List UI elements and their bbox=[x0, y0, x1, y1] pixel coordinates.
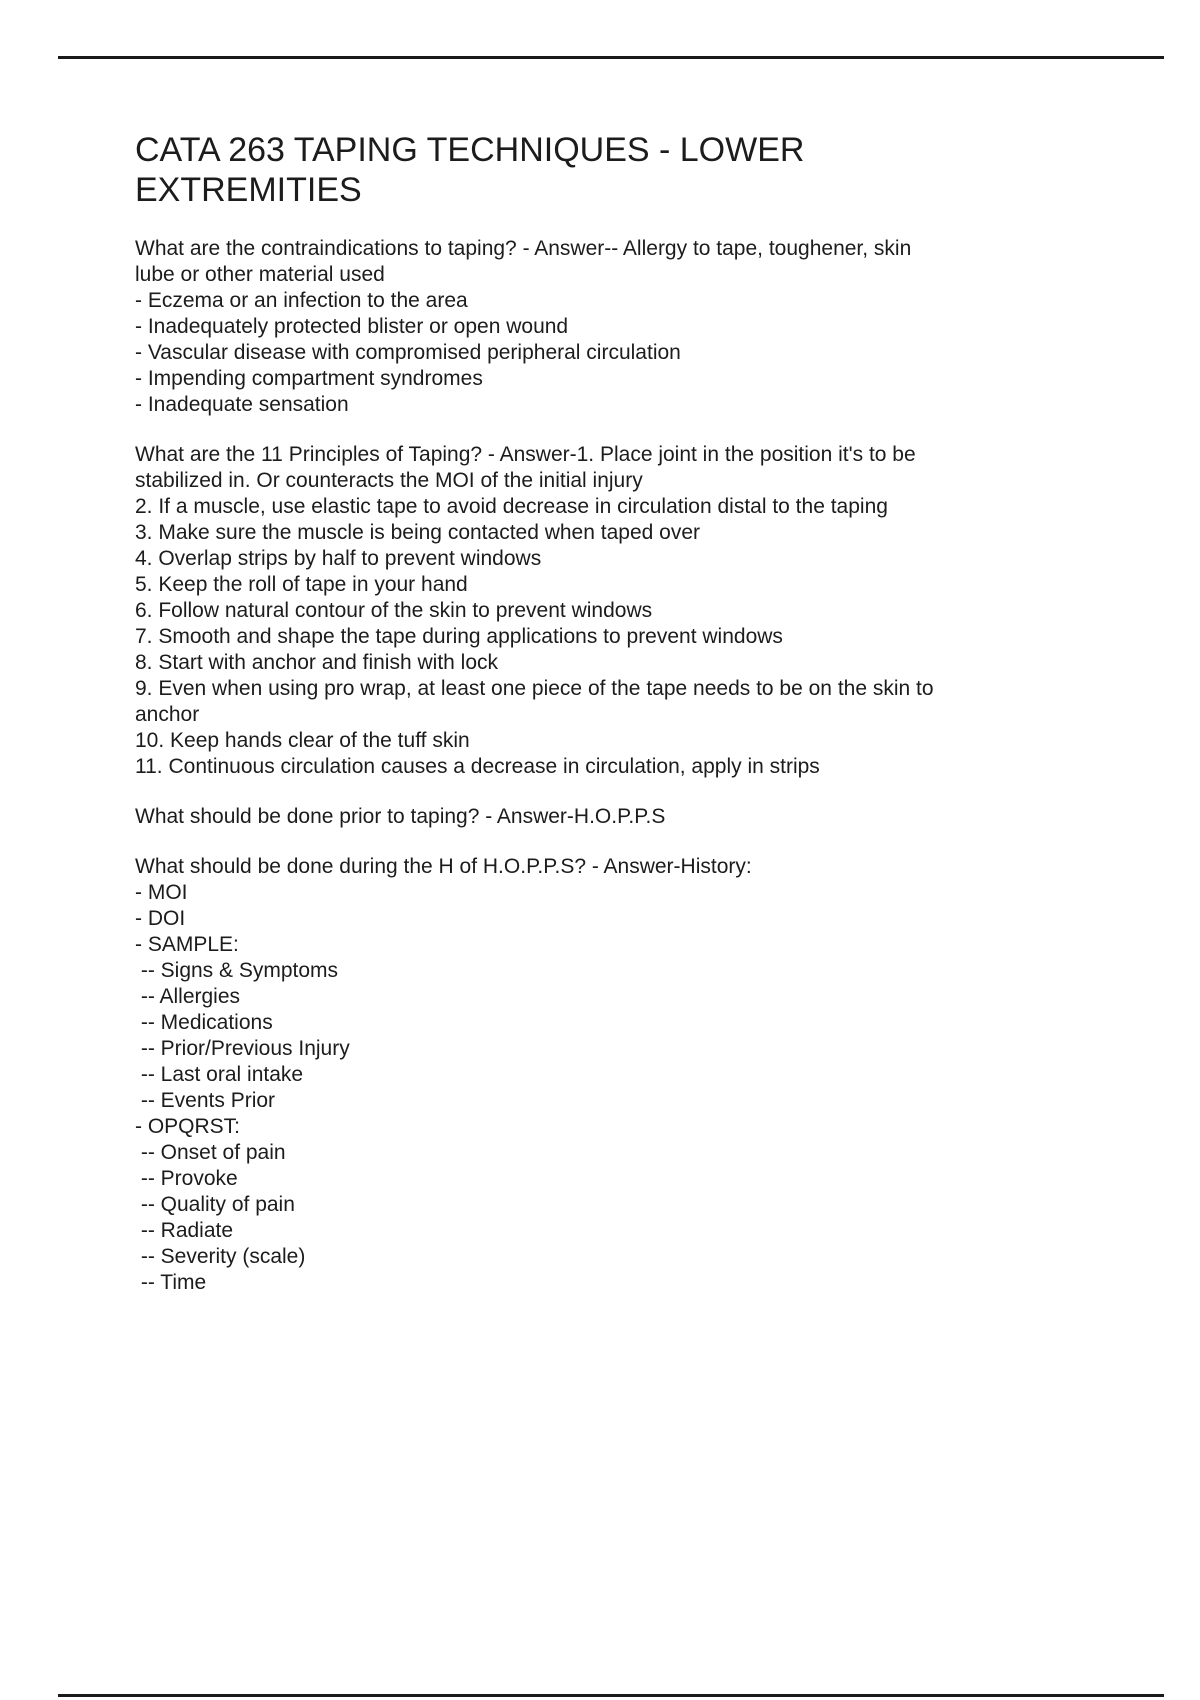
text-line: -- Events Prior bbox=[135, 1089, 276, 1112]
text-line: lube or other material used bbox=[135, 263, 385, 286]
text-line: - Inadequate sensation bbox=[135, 393, 349, 416]
text-line: What should be done during the H of H.O.P.P.S? - Answer-History: bbox=[135, 855, 752, 878]
text-line: - OPQRST: bbox=[135, 1115, 241, 1138]
text-line: -- Prior/Previous Injury bbox=[135, 1037, 350, 1060]
text-line: anchor bbox=[135, 703, 200, 726]
page-title: CATA 263 TAPING TECHNIQUES - LOWER EXTREMITIES bbox=[135, 131, 805, 209]
text-line: - Inadequately protected blister or open wound bbox=[135, 315, 569, 338]
bottom-border-rule bbox=[58, 1694, 1164, 1697]
paragraph bbox=[135, 804, 1155, 830]
text-line: - DOI bbox=[135, 907, 186, 930]
text-line: 9. Even when using pro wrap, at least one piece of the tape needs to be on the skin to bbox=[135, 677, 934, 700]
text-line: -- Quality of pain bbox=[135, 1193, 295, 1216]
paragraph bbox=[135, 442, 1155, 780]
text-line: 6. Follow natural contour of the skin to prevent windows bbox=[135, 599, 653, 622]
text-line: What are the 11 Principles of Taping? - Answer-1. Place joint in the position it's to be bbox=[135, 443, 916, 466]
text-line: -- Signs & Symptoms bbox=[135, 959, 339, 982]
text-line: 4. Overlap strips by half to prevent windows bbox=[135, 547, 542, 570]
text-line: What should be done prior to taping? - Answer-H.O.P.P.S bbox=[135, 805, 666, 828]
text-line: -- Radiate bbox=[135, 1219, 234, 1242]
text-line: - MOI bbox=[135, 881, 188, 904]
paragraph bbox=[135, 236, 1155, 418]
text-line: - SAMPLE: bbox=[135, 933, 239, 956]
text-line: - Vascular disease with compromised peripheral circulation bbox=[135, 341, 681, 364]
text-line: 5. Keep the roll of tape in your hand bbox=[135, 573, 468, 596]
text-line: -- Onset of pain bbox=[135, 1141, 286, 1164]
text-line: -- Provoke bbox=[135, 1167, 238, 1190]
text-line: 3. Make sure the muscle is being contacted when taped over bbox=[135, 521, 700, 544]
text-line: What are the contraindications to taping? - Answer-- Allergy to tape, toughener, skin bbox=[135, 237, 912, 260]
text-line: 2. If a muscle, use elastic tape to avoid decrease in circulation distal to the taping bbox=[135, 495, 888, 518]
text-line: stabilized in. Or counteracts the MOI of the initial injury bbox=[135, 469, 643, 492]
text-line: 8. Start with anchor and finish with lock bbox=[135, 651, 499, 674]
document-body bbox=[135, 236, 1155, 1296]
text-line: -- Last oral intake bbox=[135, 1063, 304, 1086]
text-line: 11. Continuous circulation causes a decrease in circulation, apply in strips bbox=[135, 755, 820, 778]
text-line: - Impending compartment syndromes bbox=[135, 367, 483, 390]
text-line: 7. Smooth and shape the tape during applications to prevent windows bbox=[135, 625, 783, 648]
text-line: - Eczema or an infection to the area bbox=[135, 289, 468, 312]
text-line: -- Allergies bbox=[135, 985, 241, 1008]
text-line: -- Severity (scale) bbox=[135, 1245, 306, 1268]
text-line: -- Medications bbox=[135, 1011, 273, 1034]
text-line: -- Time bbox=[135, 1271, 207, 1294]
text-line: 10. Keep hands clear of the tuff skin bbox=[135, 729, 470, 752]
paragraph bbox=[135, 854, 1155, 1296]
top-border-rule bbox=[58, 56, 1164, 59]
